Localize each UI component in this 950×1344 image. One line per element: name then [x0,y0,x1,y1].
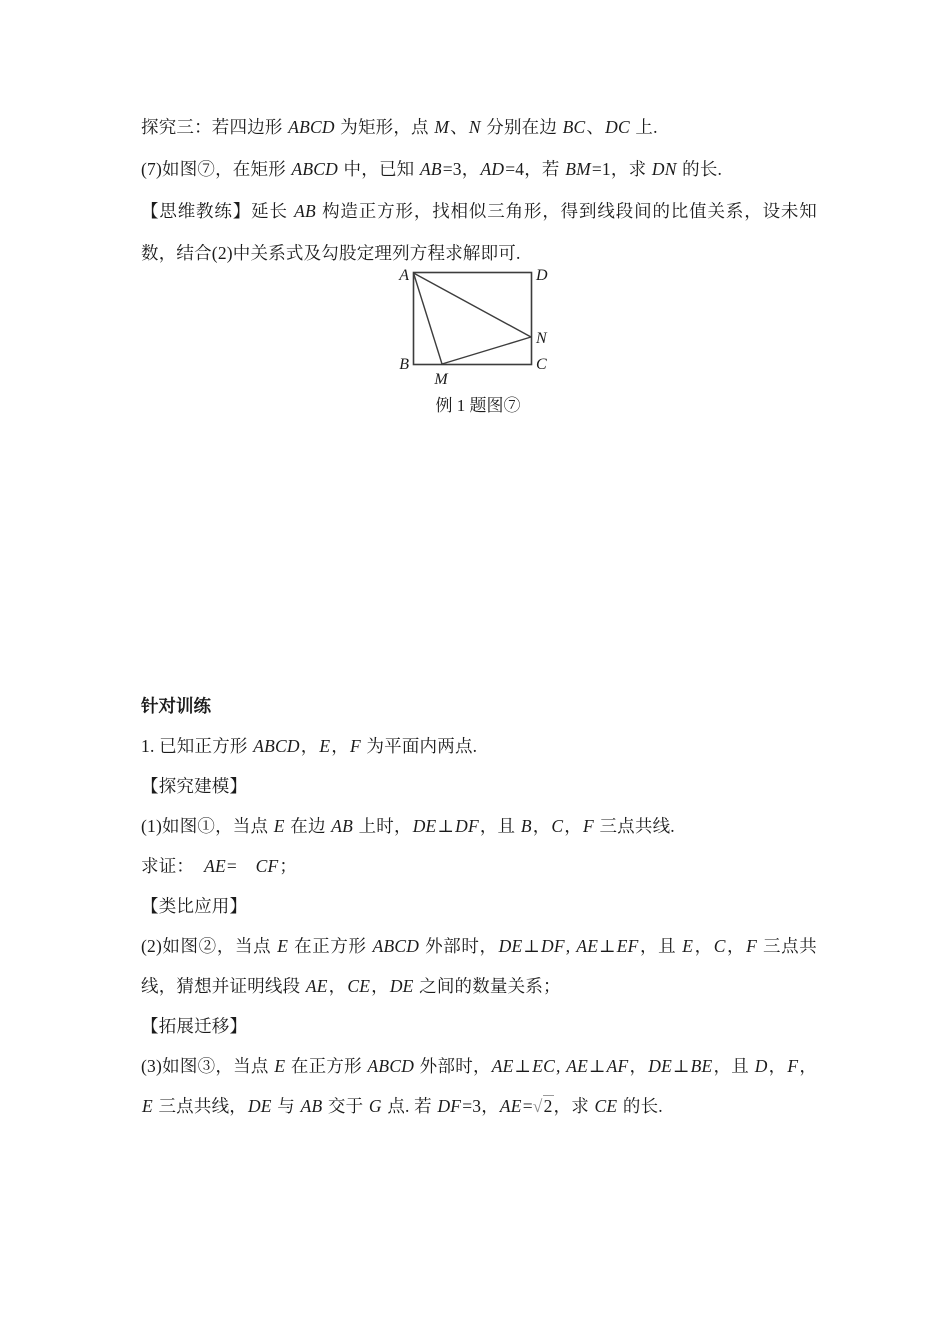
math-variable: DF [541,936,565,956]
math-variable: EC [532,1056,555,1076]
math-variable: E [274,1056,286,1076]
text-run: ， [300,736,319,756]
text-run: (3)如图③，当点 [141,1056,274,1076]
text-run: ⊥ [599,936,616,956]
text-run: 求证： [141,856,204,876]
math-variable: AB [419,159,442,179]
text-run: 【探究建模】 [141,776,248,796]
part-1-paragraph [141,806,817,846]
text-run: 构造正方形，找相似三角形，得到线段间的比值关系，设未知数，结合(2)中关系式及勾股定理列方程求解即可. [141,201,817,263]
text-run: 之间的数量关系； [414,976,561,996]
point-label-M: M [434,371,448,388]
text-run: ， [371,976,389,996]
math-variable: F [349,736,361,756]
text-run: 在边 [285,816,331,836]
figure-7 [383,260,573,416]
math-variable: DE [648,1056,672,1076]
training-question-1-paragraph [141,726,817,766]
math-variable: CE [347,976,371,996]
text-run: ⊥ [588,1056,606,1076]
text-run: ⊥ [514,1056,532,1076]
text-run: = [522,1096,533,1116]
text-run: 【思维教练】延长 [141,201,294,221]
math-variable: M [434,117,450,137]
vertex-label-C: C [536,356,547,373]
prove-statement-paragraph [141,846,817,886]
text-run: ， [768,1056,787,1076]
text-run: 、 [450,117,468,137]
vertex-label-A: A [399,267,409,284]
text-run: ， [629,1056,648,1076]
training-heading: 针对训练 [141,696,211,716]
text-run: ⊥ [437,816,455,836]
text-run: 三点共线， [153,1096,247,1116]
text-run: 点. 若 [382,1096,437,1116]
math-variable: F [787,1056,799,1076]
math-variable: CE [594,1096,618,1116]
radicand: 2 [543,1096,553,1116]
tag-exploration-modeling [141,766,817,806]
text-run: 三点共线，猜想并证明线段 [141,936,818,996]
text-run: , [565,936,576,956]
segment-MN [442,337,531,364]
tag-analogy-application [141,886,817,926]
exploration-intro-paragraph [141,106,817,148]
figure-caption: 例 1 题图⑦ [435,396,521,415]
math-variable: DC [605,117,630,137]
math-variable: AD [480,159,505,179]
math-variable: N [468,117,481,137]
rectangle-figure [383,260,573,388]
math-variable: ABCD [372,936,420,956]
text-run: , [555,1056,566,1076]
text-run: 与 [272,1096,300,1116]
text-run: =4，若 [505,159,565,179]
part-2-paragraph [141,926,817,1006]
text-run: ， [331,736,349,756]
text-run: ，且 [639,936,682,956]
text-run: ⊥ [673,1056,690,1076]
math-variable: AE [566,1056,588,1076]
math-variable: G [368,1096,382,1116]
vertex-label-D: D [536,267,548,284]
text-run: 在正方形 [289,936,372,956]
text-run: 上时， [354,816,412,836]
math-variable: F [746,936,758,956]
math-variable: DE [498,936,523,956]
math-variable: C [713,936,726,956]
text-run: 外部时， [415,1056,491,1076]
radical-sign: √ [532,1096,543,1116]
math-variable: CF [255,856,279,876]
math-variable: DE [247,1096,272,1116]
text-run: =3， [462,1096,499,1116]
vertex-label-B: B [399,356,409,373]
text-run: 上. [630,117,658,137]
text-run: =1，求 [591,159,651,179]
math-variable: F [583,816,594,836]
part-3-paragraph [141,1046,817,1126]
math-variable: C [551,816,564,836]
math-variable: ABCD [288,117,335,137]
text-run: (1)如图①，当点 [141,816,273,836]
text-run: 三点共线. [594,816,675,836]
math-variable: AE [305,976,328,996]
text-run: ，且 [713,1056,754,1076]
text-run: (2)如图②，当点 [141,936,277,956]
text-run: 探究三：若四边形 [141,117,288,137]
text-run: ， [694,936,713,956]
math-variable: AE [491,1056,514,1076]
text-run: ，求 [553,1096,594,1116]
rectangle-ABCD [414,273,532,365]
text-run: 【类比应用】 [141,896,248,916]
math-variable: ABCD [367,1056,415,1076]
text-run: ， [564,816,582,836]
math-variable: BC [562,117,586,137]
math-variable: E [273,816,285,836]
text-run: 1. 已知正方形 [141,736,253,756]
math-variable: AB [331,816,354,836]
math-variable: DE [412,816,437,836]
training-section [141,686,817,1126]
text-run: ； [279,856,298,876]
math-variable: E [277,936,289,956]
math-variable: DN [651,159,677,179]
text-run: = [226,856,255,876]
math-variable: E [682,936,694,956]
point-label-N: N [536,330,547,347]
text-run: 的长. [618,1096,663,1116]
text-run: ， [799,1056,818,1076]
text-run: ， [726,936,746,956]
tag-extension-transfer [141,1006,817,1046]
math-variable: ABCD [253,736,300,756]
math-variable: E [319,736,331,756]
text-run: ⊥ [523,936,541,956]
text-run: 为矩形，点 [335,117,434,137]
math-variable: B [520,816,532,836]
math-variable: AB [294,201,316,221]
math-variable: AE [576,936,599,956]
text-run: 交于 [323,1096,368,1116]
text-run: ， [532,816,551,836]
text-run: 中，已知 [338,159,419,179]
math-variable: AE [499,1096,522,1116]
text-run: 外部时， [420,936,498,956]
text-run: 的长. [677,159,723,179]
math-variable: DF [437,1096,462,1116]
text-run: 为平面内两点. [361,736,478,756]
question-7-paragraph [141,148,817,190]
text-run: ，且 [479,816,520,836]
text-run: 分别在边 [481,117,562,137]
math-variable: ABCD [291,159,338,179]
text-run: ， [328,976,347,996]
math-variable: EF [616,936,639,956]
math-variable: D [754,1056,768,1076]
math-variable: BM [565,159,591,179]
math-variable: AF [606,1056,629,1076]
exploration-section [141,106,817,274]
text-run: =3， [442,159,480,179]
text-run: (7)如图⑦，在矩形 [141,159,291,179]
math-variable: BE [690,1056,713,1076]
math-variable: DE [389,976,414,996]
text-run: 在正方形 [286,1056,367,1076]
math-variable: DF [455,816,479,836]
math-variable: AB [300,1096,323,1116]
math-variable: AE [204,856,226,876]
math-variable: E [142,1096,153,1116]
sqrt-expression [533,1095,554,1116]
text-run: 、 [586,117,605,137]
text-run: 【拓展迁移】 [141,1016,248,1036]
